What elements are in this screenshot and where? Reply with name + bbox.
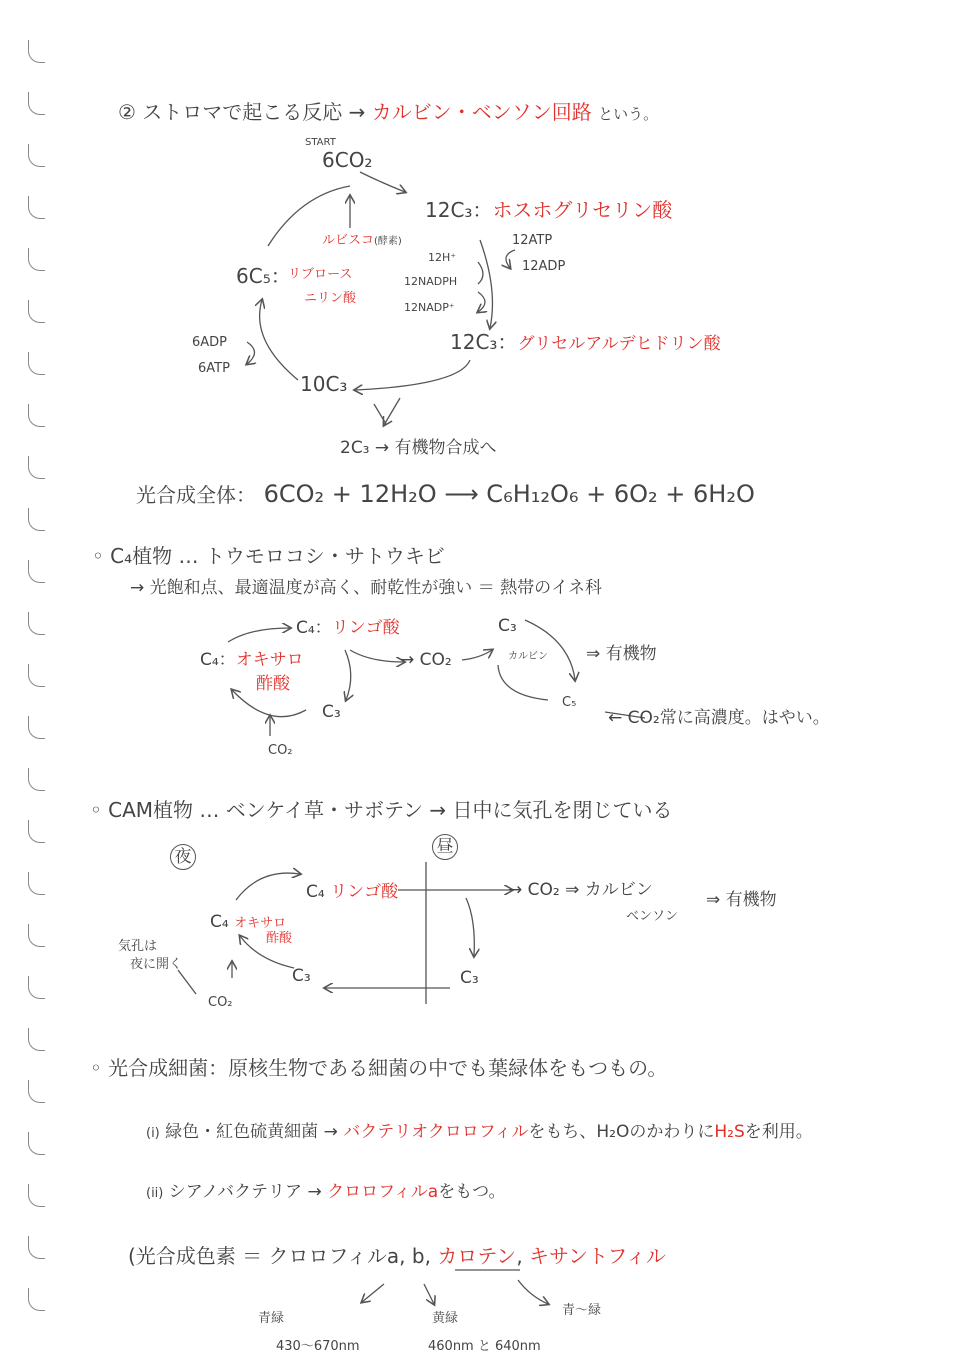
c4-co2-release: → CO₂ xyxy=(400,650,452,670)
cam-oxalo-acid: 酢酸 xyxy=(266,931,293,946)
adp6-label: 6ADP xyxy=(192,335,228,350)
rubp-name-1: リブロース xyxy=(288,267,353,282)
c4-heading: ◦ C₄植物 … トウモロコシ・サトウキビ xyxy=(92,544,445,568)
cam-organic: ⇒ 有機物 xyxy=(706,890,777,910)
c3-2-output: 2C₃ → 有機物合成へ xyxy=(340,438,497,458)
rubp-node: 6C₅： xyxy=(236,264,291,288)
bacteria-item-2: (ii) シアノバクテリア → クロロフィルaをもつ。 xyxy=(146,1182,506,1202)
bluegreen-range: 430〜670nm xyxy=(276,1339,360,1354)
c4-c3-node: C₃ xyxy=(322,702,341,722)
c3-10-node: 10C₃ xyxy=(300,372,348,396)
cam-co2-calvin: → CO₂ ⇒ カルビン xyxy=(508,880,653,900)
atp6-label: 6ATP xyxy=(198,361,230,376)
bluegreen-label: 青緑 xyxy=(258,1311,285,1326)
cam-heading: ◦ CAM植物 … ベンケイ草・サボテン → 日中に気孔を閉じている xyxy=(90,798,673,822)
day-label: 昼 xyxy=(432,834,458,860)
nadp-label: 12NADP⁺ xyxy=(404,301,455,314)
c4-oxalo-acid: 酢酸 xyxy=(256,674,290,694)
co2-input: 6CO₂ xyxy=(322,148,373,172)
yellowgreen-label: 黄緑 xyxy=(432,1311,459,1326)
c4-malic-node: C₄：リンゴ酸 xyxy=(296,618,400,638)
start-label: START xyxy=(305,137,336,148)
gap-node: 12C₃：グリセルアルデヒドリン酸 xyxy=(450,330,721,354)
bacteria-item-1: (i) 緑色・紅色硫黄細菌 → バクテリオクロロフィルをもち、H₂OのかわりにH₂Sを利用。 xyxy=(146,1122,813,1142)
c4-organic: ⇒ 有機物 xyxy=(586,644,657,664)
c4-co2-note: ← CO₂常に高濃度。はやい。 xyxy=(608,708,830,728)
rubisco-label: ルビスコ(酵素) xyxy=(322,233,402,248)
bacteria-heading: ◦ 光合成細菌：原核生物である細菌の中でも葉緑体をもつもの。 xyxy=(90,1056,668,1080)
cam-oxalo-node: C₄ オキサロ xyxy=(210,912,287,932)
atp-label: 12ATP xyxy=(512,233,553,248)
c4-calvin-label: カルビン xyxy=(508,651,548,662)
circle-number: ② xyxy=(118,100,136,124)
stomata-note-2: 夜に開く xyxy=(130,957,183,972)
nadph-label: 12NADPH xyxy=(404,275,458,288)
pga-node: 12C₃：ホスホグリセリン酸 xyxy=(425,198,673,222)
h-plus-label: 12H⁺ xyxy=(428,251,457,264)
c4-co2-input: CO₂ xyxy=(268,743,293,758)
night-label: 夜 xyxy=(170,844,196,870)
title-text: ストロマで起こる反応 → xyxy=(142,100,366,124)
rubp-name-2: ニリン酸 xyxy=(304,291,357,306)
calvin-cycle-term: カルビン・ベンソン回路 xyxy=(371,100,592,124)
cam-co2-input: CO₂ xyxy=(208,995,233,1010)
cam-malic-node: C₄ リンゴ酸 xyxy=(306,882,399,902)
title-end: という。 xyxy=(598,105,659,123)
pigments-line: (光合成色素 ＝ クロロフィルa, b, カロテン, キサントフィル xyxy=(128,1244,666,1268)
yellowgreen-range: 460nm と 640nm xyxy=(428,1339,541,1354)
blue-to-green-label: 青〜緑 xyxy=(562,1303,602,1318)
adp-label: 12ADP xyxy=(522,259,566,274)
cam-c3-left: C₃ xyxy=(292,966,311,986)
stomata-note-1: 気孔は xyxy=(118,939,158,954)
photosynthesis-equation: 光合成全体： 6CO₂ + 12H₂O ⟶ C₆H₁₂O₆ + 6O₂ + 6H₂O xyxy=(136,480,755,508)
c4-calvin-c3: C₃ xyxy=(498,616,517,636)
c4-description: → 光飽和点、最適温度が高く、耐乾性が強い ＝ 熱帯のイネ科 xyxy=(130,578,602,598)
section-title xyxy=(118,102,658,122)
c4-calvin-c5: C₅ xyxy=(562,695,577,710)
cam-benson: ベンソン xyxy=(626,909,679,924)
c4-oxalo-node: C₄：オキサロ xyxy=(200,650,304,670)
cam-c3-right: C₃ xyxy=(460,968,479,988)
